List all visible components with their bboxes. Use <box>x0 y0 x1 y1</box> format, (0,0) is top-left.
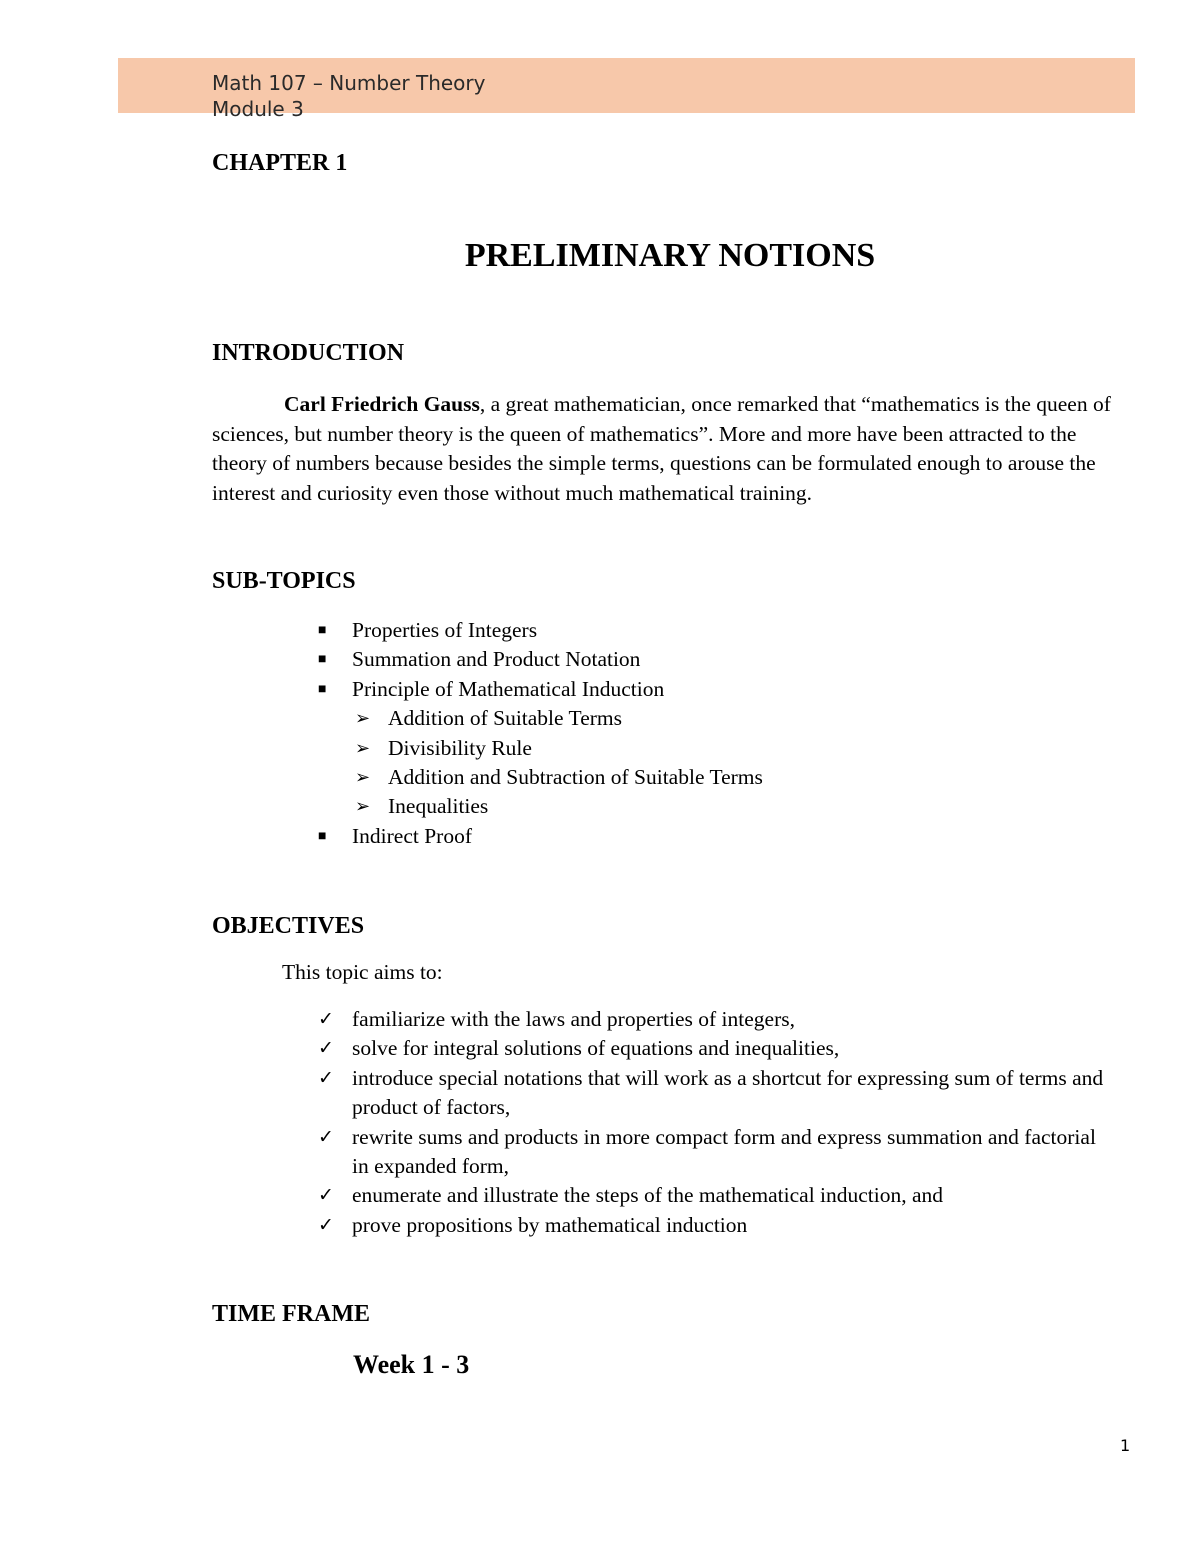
list-item: ✓ introduce special notations that will work as a shortcut for expressing sum of terms and product of factors, <box>318 1065 1104 1120</box>
checkmark-icon: ✓ <box>318 1066 334 1089</box>
list-item: ■ Indirect Proof <box>212 822 763 851</box>
square-bullet-icon: ■ <box>318 652 327 668</box>
list-item: ➢ Addition and Subtraction of Suitable Terms <box>212 763 763 792</box>
list-item: ➢ Addition of Suitable Terms <box>212 704 763 733</box>
subtopics-heading: SUB-TOPICS <box>212 568 356 594</box>
page-number: 1 <box>1120 1436 1131 1455</box>
arrow-bullet-icon: ➢ <box>355 796 371 817</box>
time-frame-value: Week 1 - 3 <box>353 1350 470 1379</box>
arrow-bullet-icon: ➢ <box>355 708 371 729</box>
introduction-paragraph <box>212 390 1112 508</box>
list-item: ✓ familiarize with the laws and properties of integers, <box>212 1005 1112 1034</box>
list-item: ■ Principle of Mathematical Induction <box>212 675 763 704</box>
page-title: PRELIMINARY NOTIONS <box>464 237 876 274</box>
square-bullet-icon: ■ <box>318 681 327 697</box>
list-item: ✓ rewrite sums and products in more compact form and express summation and factorial in expanded form, <box>318 1124 1096 1179</box>
square-bullet-icon: ■ <box>318 623 327 638</box>
list-item: ✓ solve for integral solutions of equations and inequalities, <box>212 1034 1112 1063</box>
objectives-lead: This topic aims to: <box>282 960 443 984</box>
document-header <box>212 70 485 122</box>
time-frame-heading: TIME FRAME <box>212 1301 370 1327</box>
list-item: ➢ Divisibility Rule <box>212 734 763 763</box>
course-title: Math 107 – Number Theory <box>212 71 486 95</box>
subtopics-list <box>212 616 763 851</box>
checkmark-icon: ✓ <box>318 1037 334 1060</box>
square-bullet-icon: ■ <box>318 828 327 844</box>
checkmark-icon: ✓ <box>318 1213 334 1236</box>
introduction-heading: INTRODUCTION <box>212 340 405 366</box>
gauss-name: Carl Friedrich Gauss <box>284 392 480 416</box>
introduction-text: , a great mathematician, once remarked that “mathematics is the queen of sciences, but number theory is the queen of mathematics”. More and more have been attracted to the theory of numbers because besides the simple terms, questions can be formulated enough to arouse the interest and curiosity even those without much mathematical training. <box>212 392 1111 505</box>
list-item: ■ Summation and Product Notation <box>212 645 763 674</box>
objectives-list <box>212 1005 1112 1240</box>
list-item: ✓ prove propositions by mathematical induction <box>212 1211 1112 1240</box>
list-item: ➢ Inequalities <box>212 792 763 821</box>
checkmark-icon: ✓ <box>318 1125 334 1148</box>
checkmark-icon: ✓ <box>318 1008 334 1030</box>
arrow-bullet-icon: ➢ <box>355 767 371 788</box>
list-item: ■ Properties of Integers <box>212 616 763 645</box>
list-item: ✓ enumerate and illustrate the steps of the mathematical induction, and <box>212 1181 1112 1210</box>
chapter-label: CHAPTER 1 <box>212 150 348 176</box>
module-label: Module 3 <box>212 97 304 121</box>
objectives-heading: OBJECTIVES <box>212 913 365 939</box>
arrow-bullet-icon: ➢ <box>355 737 371 758</box>
checkmark-icon: ✓ <box>318 1184 334 1207</box>
